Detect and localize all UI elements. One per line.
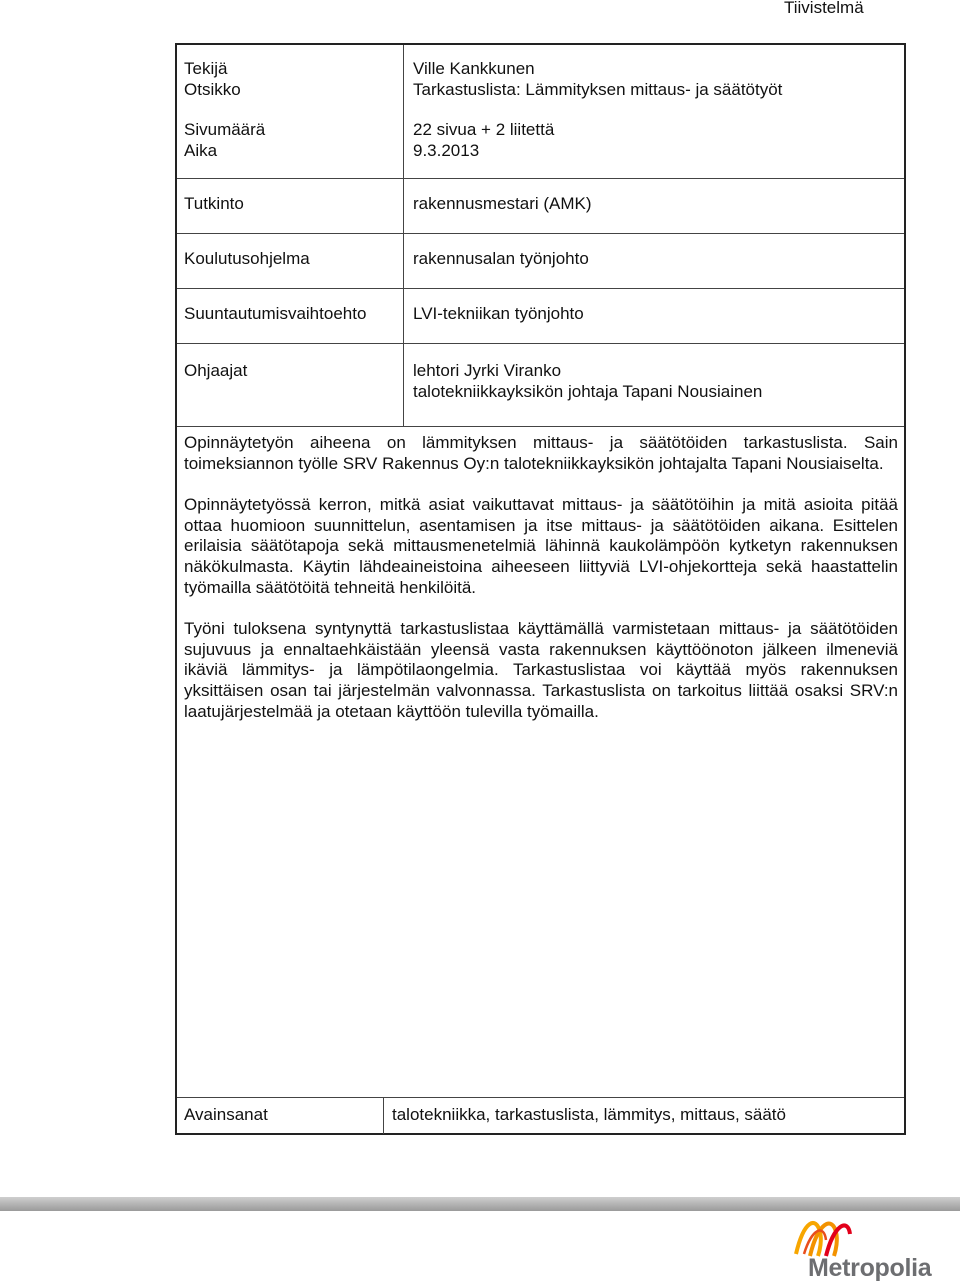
title-label: Otsikko (184, 79, 241, 99)
supervisor-2: talotekniikkayksikön johtaja Tapani Nousiainen (413, 381, 763, 401)
abstract-paragraph-3: Työni tuloksena syntynyttä tarkastuslistaa käyttämällä varmistetaan mittaus- ja säätötöiden sujuvuus ja ennaltaehkäistään yleensä vasta rakennuksen käyttöönoton jälkeen ilmeneviä ikäviä lämmitys- ja lämpötilaongelmia. Tarkastuslistaa voi käyttää myös rakennuksen yksittäisen osan tai järjestelmän valvonnassa. Tarkastuslista on tarkoitus liittää osaksi SRV:n laatujärjestelmää ja otetaan käyttöön tulevilla työmailla. (184, 619, 898, 721)
option-value: LVI-tekniikan työnjohto (413, 304, 584, 323)
degree-value: rakennusmestari (AMK) (413, 194, 592, 213)
supervisors-label: Ohjaajat (184, 361, 248, 380)
supervisor-1: lehtori Jyrki Viranko (413, 361, 562, 380)
author-label: Tekijä (184, 59, 228, 78)
time-value: 9.3.2013 (413, 140, 480, 160)
keywords-value: talotekniikka, tarkastuslista, lämmitys, mittaus, säätö (392, 1105, 786, 1124)
option-label: Suuntautumisvaihtoehto (184, 304, 367, 323)
row-option (177, 289, 904, 344)
metropolia-logo-text: Metropolia (808, 1254, 932, 1282)
row-author-title-pages-time (177, 45, 904, 179)
author-value: Ville Kankkunen (413, 59, 535, 78)
abstract-paragraph-1: Opinnäytetyön aiheena on lämmityksen mittaus- ja säätötöiden tarkastuslista. Sain toimeksiannon työlle SRV Rakennus Oy:n talotekniikkayksikön johtajalta Tapani Nousiaiselta. (184, 433, 898, 473)
keywords-label: Avainsanat (184, 1105, 268, 1124)
degree-label: Tutkinto (184, 194, 244, 213)
row-degree (177, 179, 904, 234)
title-value: Tarkastuslista: Lämmityksen mittaus- ja säätötyöt (413, 79, 783, 99)
supervisors-value (413, 361, 762, 402)
page-header-title: Tiivistelmä (784, 0, 864, 17)
programme-value: rakennusalan työnjohto (413, 249, 589, 268)
pages-value: 22 sivua + 2 liitettä (413, 120, 555, 140)
keywords-divider (383, 1098, 384, 1134)
row-programme (177, 234, 904, 289)
pages-label: Sivumäärä (184, 120, 266, 140)
abstract-paragraph-2: Opinnäytetyössä kerron, mitkä asiat vaikuttavat mittaus- ja säätötöihin ja mitä asioita pitää ottaa huomioon suunnittelun, asentamisen ja itse mittaus- ja säätötöiden aikana. Esittelen erilaisia säätötapoja sekä mittausmenetelmiä lähinnä kaukolämpöön kytketyn rakennuksen näkökulmasta. Käytin lähdeaineistoina aiheeseen liittyviä LVI-ohjekortteja sekä haastattelin työmailla säätötöitä tehneitä henkilöitä. (184, 495, 898, 597)
values-block (413, 59, 782, 161)
abstract-text (184, 433, 898, 743)
footer-bar (0, 1197, 960, 1211)
row-supervisors (177, 344, 904, 427)
row-keywords (177, 1097, 904, 1133)
time-label: Aika (184, 140, 218, 160)
programme-label: Koulutusohjelma (184, 249, 310, 268)
abstract-form (175, 43, 906, 1135)
labels-block (184, 59, 265, 161)
